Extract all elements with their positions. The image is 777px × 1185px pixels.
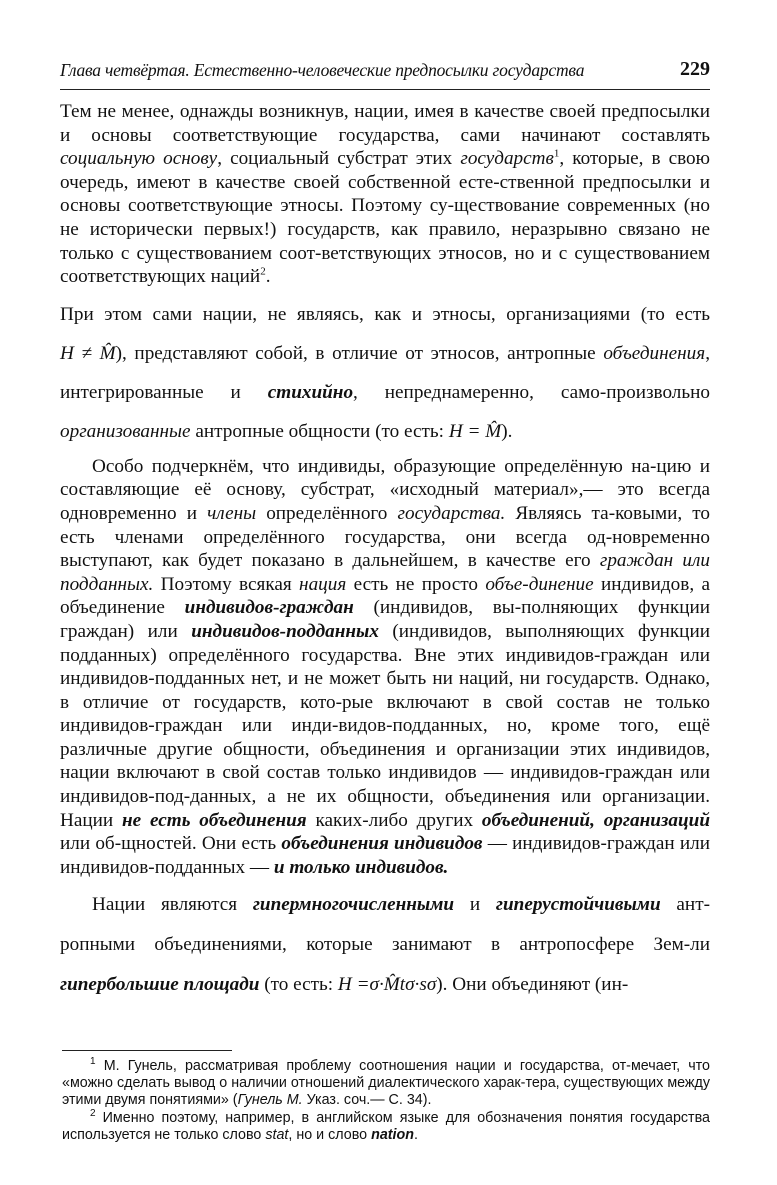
emphasis: индивидов-подданных	[191, 620, 379, 642]
text-run: — индивидов-граждан или индивидов-подданных —	[60, 833, 710, 878]
text-run: ). Они объединяют (ин-	[436, 974, 629, 996]
footnote-rule	[62, 1050, 232, 1051]
text-run: , социальный субстрат этих	[217, 148, 461, 170]
text-run: Указ. соч.— С. 34).	[302, 1092, 432, 1109]
text-run: каких-либо других	[306, 809, 482, 831]
text-run: ант-ропными объединениями, которые занимают в антропосфере Зем-ли	[60, 894, 710, 956]
emphasis: гиперустойчивыми	[495, 894, 661, 916]
footnote-ref-1[interactable]: 1	[553, 147, 560, 160]
text-run: определённого	[256, 502, 398, 524]
formula: H ≠ M̂	[60, 342, 116, 364]
footnote-mark: 2	[90, 1107, 96, 1119]
emphasis: nation	[371, 1126, 414, 1143]
footnote-1	[62, 1058, 710, 1110]
emphasis: государств	[460, 148, 554, 170]
page-number: 229	[680, 58, 710, 80]
text-run: , непреднамеренно, само-произвольно	[353, 381, 710, 403]
emphasis: стихийно	[267, 381, 354, 403]
emphasis: объединения	[603, 342, 706, 364]
text-run: М. Гунель, рассматривая проблему соотношения нации и государства, от-мечает, что «можно сделать вывод о наличии отношений диалектического харак-тера, существующих между этими двумя понятиями» (	[62, 1058, 710, 1109]
paragraph-4	[60, 885, 710, 1005]
header-rule	[60, 89, 710, 90]
emphasis: гипермногочисленными	[252, 894, 455, 916]
text-run: Особо подчеркнём, что индивиды, образующие определённую на-цию и составляющие её основу, субстрат, «исходный материал»,— это всегда одновременно и	[60, 455, 710, 524]
text-run: , интегрированные и	[60, 342, 710, 403]
footnotes	[62, 1058, 710, 1144]
page-header	[60, 58, 710, 88]
emphasis: объединений, организаций	[481, 809, 710, 831]
emphasis: объединения индивидов	[281, 833, 483, 855]
emphasis: социальную основу	[60, 148, 218, 170]
text-run: ).	[501, 420, 513, 442]
emphasis: объе-динение	[485, 573, 594, 595]
text-run: , но и слово	[288, 1126, 372, 1143]
text-run: , которые, в свою очередь, имеют в качестве своей собственной есте-ственной предпосылки и основы соответствующие этносы. Поэтому су-ществование современных (но не исторически первых!) государств, как правило, неразрывно связано не только с существованием соот-ветствующих этносов, но и с существованием соответствующих наций	[60, 148, 710, 288]
text-run: Поэтому всякая	[153, 573, 300, 595]
text-run: и	[454, 894, 496, 916]
paragraph-1	[60, 100, 710, 289]
text-run: Тем не менее, однажды возникнув, нации, имея в качестве своей предпосылки и основы соответствующие государства, сами начинают составлять	[60, 101, 710, 146]
emphasis: государства.	[397, 502, 506, 524]
emphasis: индивидов-граждан	[184, 597, 354, 619]
text-run: .	[265, 266, 271, 288]
text-run: антропные общности (то есть:	[190, 420, 449, 442]
emphasis: не есть объединения	[122, 809, 307, 831]
text-run: (индивидов, вы-полняющих функции граждан) или	[60, 597, 710, 642]
main-text	[60, 100, 710, 1005]
paragraph-2	[60, 295, 710, 451]
text-run: ), представляют собой, в отличие от этносов, антропные	[115, 342, 604, 364]
text-run: есть не просто	[346, 573, 486, 595]
running-head: Глава четвёртая. Естественно-человеческие предпосылки государства	[60, 60, 585, 80]
emphasis: и только индивидов.	[273, 856, 449, 878]
text-run: При этом сами нации, не являясь, как и этносы, организациями (то есть	[60, 303, 710, 325]
footnote-ref-2[interactable]: 2	[260, 265, 266, 278]
emphasis: stat	[265, 1126, 289, 1143]
formula: H = M̂	[448, 420, 502, 442]
footnote-mark: 1	[90, 1056, 96, 1068]
footnote-2	[62, 1107, 710, 1144]
text-run: (то есть:	[259, 974, 338, 996]
text-run: или об-щностей. Они есть	[60, 833, 282, 855]
text-run: Нации являются	[92, 894, 253, 916]
text-run: (индивидов, выполняющих функции подданных) определённого государства. Вне этих индивидов-граждан или индивидов-подданных нет, и не может быть ни наций, ни государств. Однако, в отличие от государств, кото-рые включают в свой состав не только индивидов-граждан или инди-видов-подданных, но, кроме того, ещё различные другие общности, объединения и организации этих индивидов, нации включают в свой состав только индивидов — индивидов-граждан или индивидов-под-данных, а не их общности, объединения или организации. Нации	[60, 620, 710, 831]
emphasis: члены	[207, 502, 257, 524]
text-run: Являясь та-ковыми, то есть членами определённого государства, они всегда од-новременно выступают, как будет показано в дальнейшем, в качестве его	[60, 502, 710, 572]
formula: H =σ·M̂tσ·sσ	[337, 974, 437, 996]
emphasis: Гунель М.	[237, 1092, 303, 1109]
text-run: Именно поэтому, например, в английском языке для обозначения понятия государства используется не только слово	[62, 1109, 710, 1143]
emphasis: нация	[299, 573, 347, 595]
text-run: .	[413, 1126, 418, 1143]
paragraph-3	[60, 455, 710, 880]
emphasis: граждан или подданных.	[60, 550, 710, 595]
emphasis: организованные	[60, 420, 191, 442]
text-run: индивидов, а объединение	[60, 573, 710, 619]
emphasis: гипербольшие площади	[60, 974, 260, 996]
